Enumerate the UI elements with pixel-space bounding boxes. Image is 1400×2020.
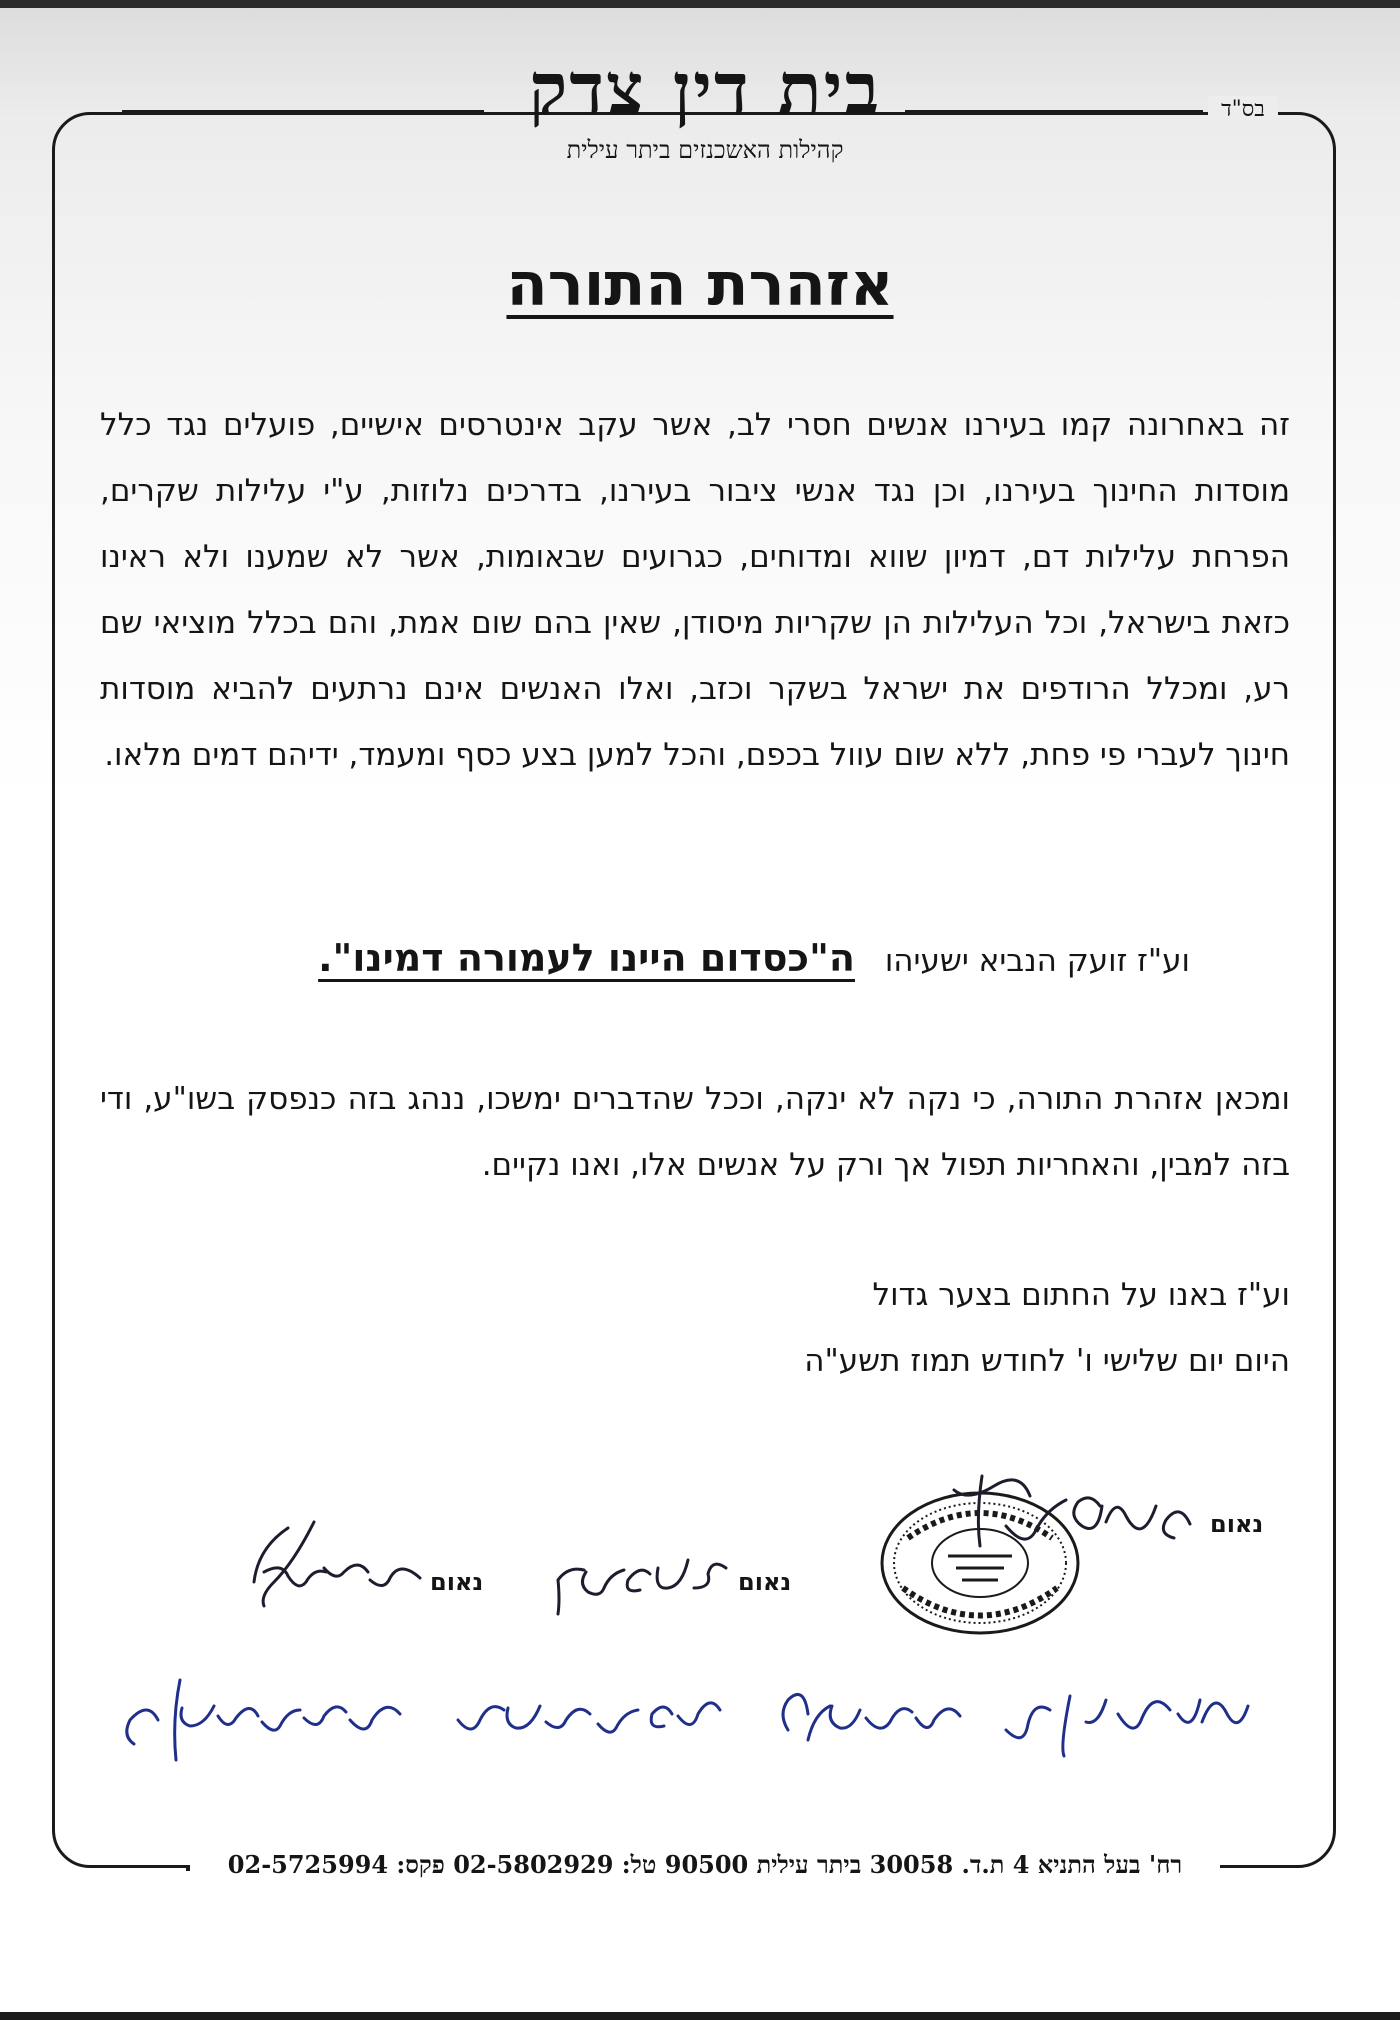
signature-label-1: נאום: [1210, 1510, 1264, 1538]
bottom-edge: [0, 2012, 1400, 2020]
footer-address: רח' בעל התניא 4 ת.ד. 30058 ביתר עילית 90500 טל: 02-5802929 פקס: 02-5725994: [190, 1850, 1220, 1880]
bsd-mark: בס"ד: [1208, 96, 1278, 122]
signing-line-1: וע"ז באנו על החתום בצער גדול: [872, 1277, 1290, 1313]
masthead: [490, 48, 920, 165]
court-subtitle: קהילות האשכנזים ביתר עילית: [566, 136, 844, 164]
signature-label-3: נאום: [430, 1568, 484, 1596]
top-edge: [0, 0, 1400, 8]
court-name: בית דין צדק: [528, 46, 882, 131]
header-rule-left: [122, 110, 484, 113]
signing-intro: [300, 1262, 1290, 1394]
signature-2: [548, 1540, 738, 1620]
signatures-row: [120, 1670, 1260, 1790]
quote-line: [160, 936, 1190, 980]
paragraph-1: זה באחרונה קמו בעירנו אנשים חסרי לב, אשר עקב אינטרסים אישיים, פועלים נגד כלל מוסדות החינוך בעירנו, וכן נגד אנשי ציבור בעירנו, בדרכים נלוזות, ע"י עלילות שקרים, הפרחת עלילות דם, דמיון שווא ומדוחים, כגרועים שבאומות, אשר לא שמענו ולא ראינו כזאת בישראל, וכל העלילות הן שקריות מיסודן, שאין בהם שום אמת, והם בכלל מוציאי שם רע, ומכלל הרודפים את ישראל בשקר וכזב, ואלו האנשים אינם נרתעים להביא מוסדות חינוך לעברי פי פחת, ללא שום עוול בכפם, והכל למען בצע כסף ומעמד, ידיהם דמים מלאו.: [100, 407, 1290, 773]
signature-3: [244, 1512, 430, 1612]
header-rule-right: [905, 110, 1203, 113]
quote-text: ה"כסדום היינו לעמורה דמינו".: [318, 936, 855, 980]
document-title: אזהרת התורה: [506, 250, 894, 320]
quote-intro: וע"ז זועק הנביא ישעיהו: [884, 943, 1190, 979]
signing-date-line: היום יום שלישי ו' לחודש תמוז תשע"ה: [804, 1343, 1290, 1379]
paragraph-2: ומכאן אזהרת התורה, כי נקה לא ינקה, וככל שהדברים ימשכו, ננהג בזה כנפסק בשו"ע, ודי בזה למבין, והאחריות תפול אך ורק על אנשים אלו, ואנו נקיים.: [100, 1081, 1290, 1183]
signature-1: [920, 1466, 1210, 1576]
signature-label-2: נאום: [738, 1568, 792, 1596]
